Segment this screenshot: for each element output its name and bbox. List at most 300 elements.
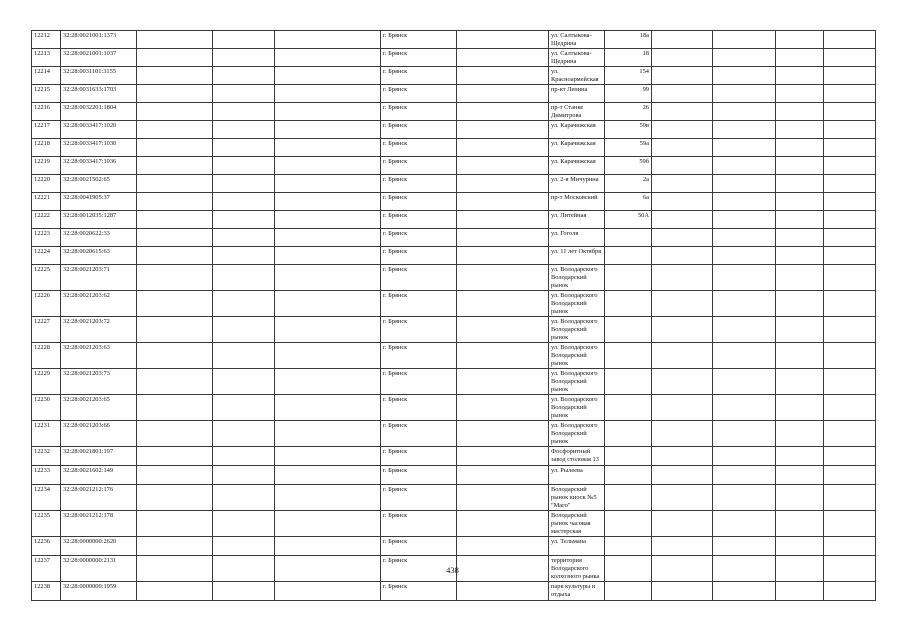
cell-empty xyxy=(137,103,213,121)
cell-empty xyxy=(137,395,213,421)
table-row xyxy=(32,537,876,556)
cell-empty xyxy=(457,193,549,211)
cell-empty xyxy=(824,85,876,103)
cell-empty xyxy=(713,85,776,103)
cell-empty xyxy=(275,466,381,485)
cell-empty xyxy=(137,49,213,67)
cell-street: ул. 2-я Мичурина xyxy=(549,175,605,193)
table-row xyxy=(32,317,876,343)
cell-empty xyxy=(457,369,549,395)
cell-cadastral-number: 32:28:0033417:1030 xyxy=(61,139,137,157)
cell-empty xyxy=(713,229,776,247)
cell-street: ул. 11 лет Октября xyxy=(549,247,605,265)
cell-city: г. Брянск xyxy=(381,67,457,85)
cell-row-number: 12234 xyxy=(32,485,61,511)
cell-empty xyxy=(824,121,876,139)
cell-empty xyxy=(776,157,824,175)
cell-empty xyxy=(824,103,876,121)
cell-empty xyxy=(713,537,776,556)
cell-empty xyxy=(776,139,824,157)
cell-empty xyxy=(824,139,876,157)
cell-cadastral-number: 32:28:0021801:197 xyxy=(61,447,137,466)
table-body xyxy=(32,31,876,601)
cell-empty xyxy=(776,395,824,421)
cell-house-number: 26 xyxy=(605,103,652,121)
page-number: 438 xyxy=(446,565,459,575)
cell-empty xyxy=(776,369,824,395)
cell-empty xyxy=(824,369,876,395)
cell-empty xyxy=(137,229,213,247)
cell-house-number xyxy=(605,537,652,556)
cell-empty xyxy=(457,421,549,447)
cell-empty xyxy=(713,121,776,139)
cell-empty xyxy=(137,211,213,229)
table-row xyxy=(32,211,876,229)
table-row xyxy=(32,511,876,537)
cell-house-number xyxy=(605,369,652,395)
cell-empty xyxy=(713,175,776,193)
cell-city: г. Брянск xyxy=(381,211,457,229)
cell-row-number: 12230 xyxy=(32,395,61,421)
cell-empty xyxy=(457,229,549,247)
cell-empty xyxy=(137,67,213,85)
cell-row-number: 12227 xyxy=(32,317,61,343)
cell-empty xyxy=(652,121,713,139)
table-row xyxy=(32,421,876,447)
cell-empty xyxy=(137,317,213,343)
cell-city: г. Брянск xyxy=(381,369,457,395)
cell-house-number xyxy=(605,317,652,343)
cell-row-number: 12229 xyxy=(32,369,61,395)
cell-street: ул. Володарского Володарский рынок xyxy=(549,395,605,421)
cell-empty xyxy=(457,447,549,466)
cell-cadastral-number: 32:28:0021212:178 xyxy=(61,511,137,537)
cell-empty xyxy=(713,103,776,121)
cell-house-number xyxy=(605,265,652,291)
cell-city: г. Брянск xyxy=(381,466,457,485)
cell-cadastral-number: 32:28:0041905:37 xyxy=(61,193,137,211)
table-row xyxy=(32,343,876,369)
cell-house-number: 59б xyxy=(605,157,652,175)
cell-empty xyxy=(713,369,776,395)
cell-empty xyxy=(713,582,776,601)
table-row xyxy=(32,291,876,317)
cell-empty xyxy=(457,211,549,229)
cell-cadastral-number: 32:28:0021203:71 xyxy=(61,265,137,291)
cell-cadastral-number: 32:28:0012035:1287 xyxy=(61,211,137,229)
cell-empty xyxy=(713,395,776,421)
cell-city: г. Брянск xyxy=(381,175,457,193)
cell-empty xyxy=(824,582,876,601)
cell-empty xyxy=(275,447,381,466)
cell-house-number: 6а xyxy=(605,193,652,211)
cell-empty xyxy=(213,85,275,103)
cell-cadastral-number: 32:28:0000000:2620 xyxy=(61,537,137,556)
cell-house-number: 59а xyxy=(605,139,652,157)
cell-empty xyxy=(824,175,876,193)
cell-empty xyxy=(457,139,549,157)
cell-empty xyxy=(457,265,549,291)
cell-empty xyxy=(652,247,713,265)
cell-empty xyxy=(824,49,876,67)
cell-cadastral-number: 32:28:0020615:63 xyxy=(61,247,137,265)
property-register-table xyxy=(31,30,876,601)
cell-empty xyxy=(275,265,381,291)
cell-empty xyxy=(652,103,713,121)
cell-empty xyxy=(776,485,824,511)
cell-house-number: 18 xyxy=(605,49,652,67)
cell-row-number: 12215 xyxy=(32,85,61,103)
cell-street: ул. Карачижская xyxy=(549,157,605,175)
cell-row-number: 12222 xyxy=(32,211,61,229)
cell-street: парк культуры и отдыха xyxy=(549,582,605,601)
cell-empty xyxy=(824,211,876,229)
cell-empty xyxy=(137,421,213,447)
table-row xyxy=(32,229,876,247)
cell-street: Володарский рынок часовая мастерская xyxy=(549,511,605,537)
cell-empty xyxy=(213,317,275,343)
cell-cadastral-number: 32:28:0021212:176 xyxy=(61,485,137,511)
cell-row-number: 12224 xyxy=(32,247,61,265)
cell-city: г. Брянск xyxy=(381,395,457,421)
cell-empty xyxy=(275,343,381,369)
cell-cadastral-number: 32:28:0033417:1020 xyxy=(61,121,137,139)
cell-empty xyxy=(457,291,549,317)
cell-row-number: 12231 xyxy=(32,421,61,447)
cell-house-number xyxy=(605,485,652,511)
cell-empty xyxy=(824,466,876,485)
table-row xyxy=(32,582,876,601)
cell-empty xyxy=(713,447,776,466)
cell-row-number: 12236 xyxy=(32,537,61,556)
cell-empty xyxy=(652,317,713,343)
cell-empty xyxy=(713,31,776,49)
table-row xyxy=(32,369,876,395)
cell-cadastral-number: 32:28:0021203:63 xyxy=(61,343,137,369)
cell-street: Фосфоритный завод столовая 13 xyxy=(549,447,605,466)
cell-empty xyxy=(213,139,275,157)
cell-cadastral-number: 32:28:0020622:33 xyxy=(61,229,137,247)
cell-empty xyxy=(824,229,876,247)
cell-street: ул. Володарского Володарский рынок xyxy=(549,317,605,343)
cell-cadastral-number: 32:28:0021203:65 xyxy=(61,395,137,421)
cell-empty xyxy=(275,511,381,537)
cell-empty xyxy=(776,211,824,229)
cell-empty xyxy=(776,175,824,193)
cell-cadastral-number: 32:28:0021203:73 xyxy=(61,369,137,395)
cell-empty xyxy=(652,369,713,395)
cell-cadastral-number: 32:28:0021001:1373 xyxy=(61,31,137,49)
cell-house-number: 18а xyxy=(605,31,652,49)
cell-row-number: 12217 xyxy=(32,121,61,139)
cell-street: ул. Володарского Володарский рынок xyxy=(549,421,605,447)
cell-street: ул. Гоголя xyxy=(549,229,605,247)
cell-empty xyxy=(824,447,876,466)
cell-empty xyxy=(137,537,213,556)
cell-empty xyxy=(776,31,824,49)
cell-row-number: 12220 xyxy=(32,175,61,193)
cell-empty xyxy=(457,317,549,343)
cell-row-number: 12214 xyxy=(32,67,61,85)
cell-empty xyxy=(824,511,876,537)
cell-street: ул. Салтыкова-Щедрина xyxy=(549,31,605,49)
table-row xyxy=(32,247,876,265)
cell-empty xyxy=(713,139,776,157)
cell-empty xyxy=(213,121,275,139)
cell-city: г. Брянск xyxy=(381,511,457,537)
cell-empty xyxy=(137,485,213,511)
cell-row-number: 12232 xyxy=(32,447,61,466)
cell-house-number: 2а xyxy=(605,175,652,193)
cell-empty xyxy=(652,31,713,49)
cell-city: г. Брянск xyxy=(381,556,457,582)
cell-cadastral-number: 32:28:0031633:1703 xyxy=(61,85,137,103)
table-row xyxy=(32,49,876,67)
cell-street: ул. Володарского Володарский рынок xyxy=(549,369,605,395)
cell-empty xyxy=(457,485,549,511)
cell-empty xyxy=(652,265,713,291)
table-row xyxy=(32,103,876,121)
cell-house-number xyxy=(605,247,652,265)
cell-street: ул. Володарского Володарский рынок xyxy=(549,291,605,317)
cell-empty xyxy=(275,103,381,121)
cell-city: г. Брянск xyxy=(381,447,457,466)
cell-empty xyxy=(652,49,713,67)
cell-street: пр-т Московский xyxy=(549,193,605,211)
cell-empty xyxy=(275,49,381,67)
cell-empty xyxy=(776,265,824,291)
cell-row-number: 12238 xyxy=(32,582,61,601)
cell-empty xyxy=(824,31,876,49)
cell-empty xyxy=(652,157,713,175)
cell-empty xyxy=(776,291,824,317)
cell-empty xyxy=(776,103,824,121)
cell-empty xyxy=(213,291,275,317)
cell-empty xyxy=(137,121,213,139)
cell-city: г. Брянск xyxy=(381,537,457,556)
cell-street: пр-кт Ленина xyxy=(549,85,605,103)
cell-empty xyxy=(275,369,381,395)
cell-empty xyxy=(824,291,876,317)
cell-empty xyxy=(137,175,213,193)
cell-empty xyxy=(652,85,713,103)
cell-empty xyxy=(776,67,824,85)
cell-empty xyxy=(137,157,213,175)
cell-empty xyxy=(824,421,876,447)
cell-empty xyxy=(652,291,713,317)
cell-empty xyxy=(457,103,549,121)
cell-empty xyxy=(213,582,275,601)
cell-empty xyxy=(652,537,713,556)
cell-empty xyxy=(275,395,381,421)
cell-city: г. Брянск xyxy=(381,485,457,511)
cell-row-number: 12237 xyxy=(32,556,61,582)
cell-house-number: 59в xyxy=(605,121,652,139)
cell-empty xyxy=(457,85,549,103)
cell-empty xyxy=(213,343,275,369)
cell-cadastral-number: 32:28:0021203:72 xyxy=(61,317,137,343)
cell-cadastral-number: 32:28:0031101:3155 xyxy=(61,67,137,85)
cell-empty xyxy=(824,265,876,291)
cell-empty xyxy=(213,265,275,291)
cell-row-number: 12226 xyxy=(32,291,61,317)
cell-empty xyxy=(275,193,381,211)
cell-city: г. Брянск xyxy=(381,193,457,211)
cell-empty xyxy=(713,67,776,85)
cell-street: ул. Володарского Володарский рынок xyxy=(549,265,605,291)
cell-empty xyxy=(652,229,713,247)
cell-empty xyxy=(275,31,381,49)
table-row xyxy=(32,485,876,511)
cell-street: ул. Карачижская xyxy=(549,139,605,157)
cell-empty xyxy=(275,139,381,157)
cell-empty xyxy=(652,139,713,157)
cell-empty xyxy=(275,85,381,103)
cell-cadastral-number: 32:28:0021001:1037 xyxy=(61,49,137,67)
cell-empty xyxy=(776,121,824,139)
cell-empty xyxy=(824,157,876,175)
cell-empty xyxy=(713,317,776,343)
cell-empty xyxy=(652,193,713,211)
cell-street: ул. Володарского Володарский рынок xyxy=(549,343,605,369)
cell-empty xyxy=(213,421,275,447)
cell-street: ул. Красноармейская xyxy=(549,67,605,85)
cell-empty xyxy=(713,343,776,369)
table-row xyxy=(32,139,876,157)
cell-empty xyxy=(457,247,549,265)
cell-empty xyxy=(776,229,824,247)
cell-empty xyxy=(824,317,876,343)
cell-cadastral-number: 32:28:0021602:149 xyxy=(61,466,137,485)
cell-empty xyxy=(824,247,876,265)
cell-cadastral-number: 32:28:0033417:1036 xyxy=(61,157,137,175)
cell-street: ул. Литейная xyxy=(549,211,605,229)
cell-empty xyxy=(824,193,876,211)
cell-empty xyxy=(275,157,381,175)
cell-empty xyxy=(137,447,213,466)
cell-empty xyxy=(776,49,824,67)
cell-empty xyxy=(713,157,776,175)
table-row xyxy=(32,67,876,85)
cell-empty xyxy=(824,395,876,421)
cell-empty xyxy=(213,157,275,175)
cell-city: г. Брянск xyxy=(381,31,457,49)
cell-street: ул. Карачижская xyxy=(549,121,605,139)
cell-house-number xyxy=(605,291,652,317)
cell-house-number xyxy=(605,582,652,601)
cell-empty xyxy=(275,175,381,193)
cell-empty xyxy=(652,421,713,447)
cell-cadastral-number: 32:28:0000000:2131 xyxy=(61,556,137,582)
cell-empty xyxy=(137,85,213,103)
cell-empty xyxy=(213,447,275,466)
cell-city: г. Брянск xyxy=(381,317,457,343)
cell-city: г. Брянск xyxy=(381,247,457,265)
cell-empty xyxy=(824,343,876,369)
cell-city: г. Брянск xyxy=(381,265,457,291)
cell-empty xyxy=(713,291,776,317)
cell-empty xyxy=(652,67,713,85)
cell-city: г. Брянск xyxy=(381,421,457,447)
cell-empty xyxy=(713,193,776,211)
cell-empty xyxy=(776,421,824,447)
cell-row-number: 12216 xyxy=(32,103,61,121)
cell-row-number: 12219 xyxy=(32,157,61,175)
cell-empty xyxy=(776,447,824,466)
cell-empty xyxy=(137,31,213,49)
cell-row-number: 12228 xyxy=(32,343,61,369)
cell-city: г. Брянск xyxy=(381,343,457,369)
cell-empty xyxy=(213,31,275,49)
table-row xyxy=(32,447,876,466)
table-row xyxy=(32,121,876,139)
cell-empty xyxy=(137,582,213,601)
table-row xyxy=(32,31,876,49)
cell-street: ул. Салтыкова-Щедрина xyxy=(549,49,605,67)
cell-cadastral-number: 32:28:0000000:1959 xyxy=(61,582,137,601)
cell-empty xyxy=(824,485,876,511)
cell-empty xyxy=(275,421,381,447)
cell-empty xyxy=(776,537,824,556)
cell-empty xyxy=(213,67,275,85)
cell-empty xyxy=(776,193,824,211)
cell-empty xyxy=(213,247,275,265)
cell-city: г. Брянск xyxy=(381,49,457,67)
cell-empty xyxy=(213,175,275,193)
cell-city: г. Брянск xyxy=(381,85,457,103)
cell-empty xyxy=(137,193,213,211)
cell-empty xyxy=(275,67,381,85)
cell-empty xyxy=(824,537,876,556)
cell-house-number xyxy=(605,421,652,447)
cell-empty xyxy=(652,175,713,193)
cell-empty xyxy=(457,343,549,369)
table-row xyxy=(32,193,876,211)
cell-street: территория Володарского колхозного рынка xyxy=(549,556,605,582)
cell-empty xyxy=(713,265,776,291)
cell-empty xyxy=(213,229,275,247)
cell-empty xyxy=(713,511,776,537)
cell-empty xyxy=(213,537,275,556)
cell-empty xyxy=(213,511,275,537)
cell-street: ул. Рылеева xyxy=(549,466,605,485)
cell-house-number: 154 xyxy=(605,67,652,85)
cell-empty xyxy=(213,211,275,229)
cell-city: г. Брянск xyxy=(381,103,457,121)
cell-empty xyxy=(824,67,876,85)
cell-empty xyxy=(776,85,824,103)
cell-house-number xyxy=(605,466,652,485)
cell-empty xyxy=(275,211,381,229)
cell-empty xyxy=(457,49,549,67)
table-row xyxy=(32,175,876,193)
cell-cadastral-number: 32:28:0021502:65 xyxy=(61,175,137,193)
cell-empty xyxy=(137,139,213,157)
cell-empty xyxy=(652,447,713,466)
cell-empty xyxy=(213,466,275,485)
cell-street: Володарский рынок киоск №5 "Маго" xyxy=(549,485,605,511)
cell-empty xyxy=(213,193,275,211)
cell-empty xyxy=(275,121,381,139)
cell-empty xyxy=(137,511,213,537)
cell-empty xyxy=(776,582,824,601)
cell-empty xyxy=(457,582,549,601)
cell-empty xyxy=(457,67,549,85)
cell-row-number: 12218 xyxy=(32,139,61,157)
cell-empty xyxy=(457,175,549,193)
cell-city: г. Брянск xyxy=(381,291,457,317)
cell-empty xyxy=(457,511,549,537)
